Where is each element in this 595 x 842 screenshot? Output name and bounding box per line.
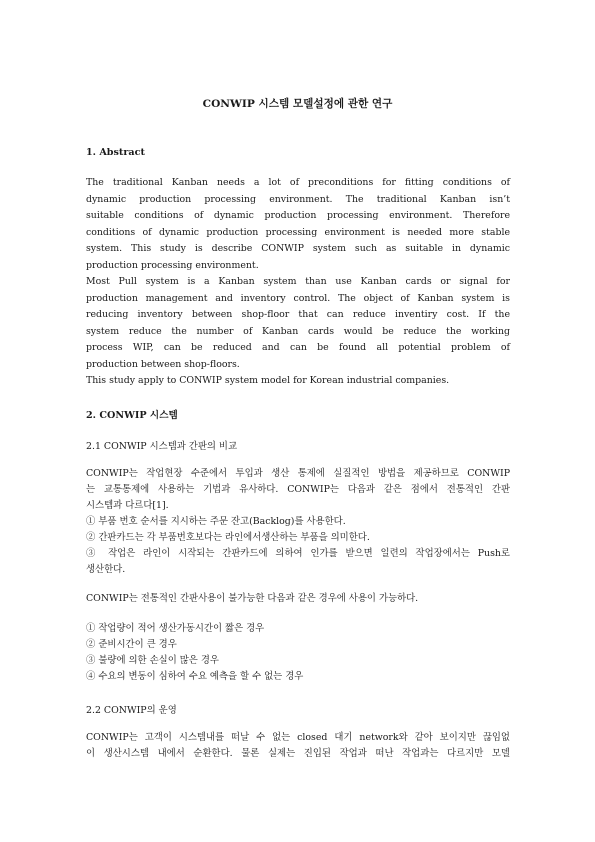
list-item: ① 작업량이 적어 생산가동시간이 짧은 경우 (86, 623, 265, 634)
list-item: 생산한다. (86, 564, 126, 575)
section-heading: 2. CONWIP 시스템 (86, 410, 178, 421)
body-line: 시스템과 다르다[1]. (86, 500, 169, 511)
list-item: ④ 수요의 변동이 심하여 수요 예측을 할 수 없는 경우 (86, 671, 304, 682)
abstract-line: reducing inventory between shop-floor that can reduce inventiry cost. If the (86, 309, 510, 320)
body-line: CONWIP는 고객이 시스템내를 떠날 수 없는 closed 대기 network와 같아 보이지만 끊임없 (86, 732, 510, 743)
abstract-line: suitable conditions of dynamic production processing environment. Therefore (86, 210, 510, 221)
body-line: 이 생산시스템 내에서 순환한다. 물론 실제는 진입된 작업과 떠난 작업과는 다르지만 모델 (86, 748, 510, 759)
body-line: CONWIP는 전통적인 간판사용이 불가능한 다음과 같은 경우에 사용이 가능하다. (86, 593, 419, 604)
abstract-line: process WIP, can be reduced and can be found all potential problem of (86, 342, 510, 353)
abstract-line: Most Pull system is a Kanban system than use Kanban cards or signal for (86, 276, 510, 287)
abstract-line: system. This study is describe CONWIP system such as suitable in dynamic (86, 243, 510, 254)
body-line: 는 교통통제에 사용하는 기법과 유사하다. CONWIP는 다음과 같은 점에서 전통적인 간판 (86, 484, 510, 495)
list-item: ③ 불량에 의한 손실이 많은 경우 (86, 655, 219, 666)
abstract-line: production processing environment. (86, 260, 259, 271)
abstract-line: system reduce the number of Kanban cards would be reduce the working (86, 326, 510, 337)
list-item: ① 부품 번호 순서를 지시하는 주문 잔고(Backlog)를 사용한다. (86, 516, 346, 527)
abstract-line: production management and inventory control. The object of Kanban system is (86, 293, 510, 304)
abstract-line: conditions of dynamic production processing environment is needed more stable (86, 227, 510, 238)
abstract-line: This study apply to CONWIP system model for Korean industrial companies. (86, 375, 450, 386)
paper-title: CONWIP 시스템 모델설정에 관한 연구 (202, 98, 393, 110)
list-item: ③ 작업은 라인이 시작되는 간판카드에 의하여 인가를 받으면 일련의 작업장에서는 Push로 (86, 548, 510, 559)
subsection-heading: 2.1 CONWIP 시스템과 간판의 비교 (86, 441, 238, 452)
abstract-line: production between shop-floors. (86, 359, 240, 370)
abstract-line: dynamic production processing environment. The traditional Kanban isn’t (86, 194, 510, 205)
abstract-line: The traditional Kanban needs a lot of preconditions for fitting conditions of (86, 177, 510, 188)
list-item: ② 준비시간이 큰 경우 (86, 639, 177, 650)
abstract-heading: 1. Abstract (86, 147, 145, 158)
body-line: CONWIP는 작업현장 수준에서 투입과 생산 통제에 실질적인 방법을 제공하므로 CONWIP (86, 468, 510, 479)
subsection-heading: 2.2 CONWIP의 운영 (86, 705, 177, 716)
list-item: ② 간판카드는 각 부품번호보다는 라인에서생산하는 부품을 의미한다. (86, 532, 370, 543)
